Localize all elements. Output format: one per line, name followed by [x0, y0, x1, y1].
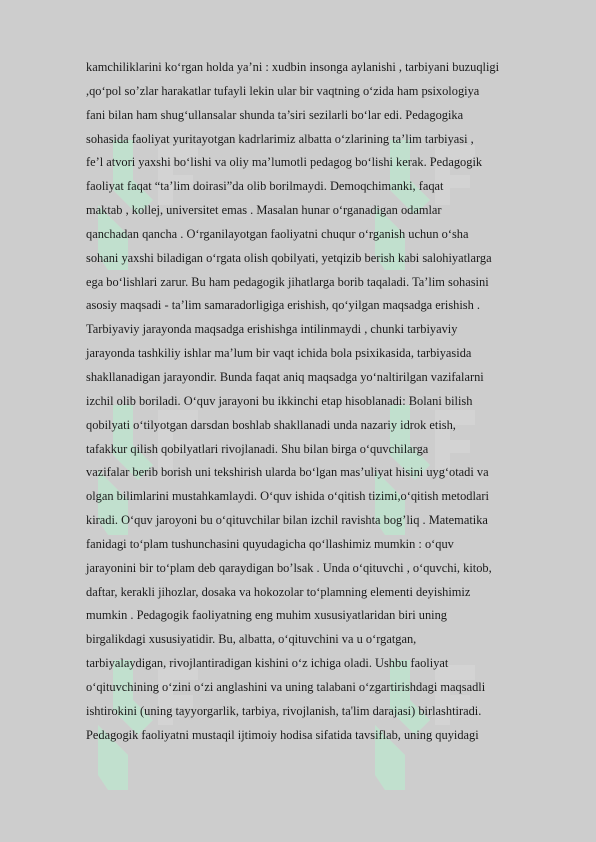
- text-line: maktab , kollej, universitet emas . Masalan hunar o‘rganadigan odamlar: [86, 203, 442, 218]
- text-line: qobilyati o‘tilyotgan darsdan boshlab shakllanadi unda nazariy idrok etish,: [86, 417, 456, 432]
- text-line: mumkin . Pedagogik faoliyatning eng muhim xususiyatlaridan biri uning: [86, 608, 448, 623]
- text-line: birgalikdagi xususiyatidir. Bu, albatta, o‘qituvchini va u o‘rgatgan,: [86, 632, 417, 647]
- text-line: jarayonda tashkiliy ishlar ma’lum bir vaqt ichida bola psixikasida, tarbiyasida: [86, 346, 472, 361]
- text-line: ,qo‘pol so’zlar harakatlar tufayli lekin ular bir vaqtning o‘zida ham psixologiya: [86, 83, 480, 98]
- text-line: ega bo‘lishlari zarur. Bu ham pedagogik jihatlarga borib taqaladi. Ta’lim sohasini: [86, 274, 489, 289]
- body-text: [86, 56, 566, 747]
- text-line: tafakkur qilish qobilyatlari rivojlanadi. Shu bilan birga o‘quvchilarga: [86, 441, 429, 456]
- text-line: kiradi. O‘quv jaroyoni bu o‘qituvchilar bilan izchil ravishta bog’liq . Matematika: [86, 513, 488, 528]
- text-line: fani bilan ham shug‘ullansalar shunda ta’siri sezilarli bo‘lar edi. Pedagogika: [86, 107, 464, 122]
- text-line: tarbiyalaydigan, rivojlantiradigan kishini o‘z ichiga oladi. Ushbu faoliyat: [86, 656, 449, 671]
- text-line: olgan bilimlarini mustahkamlaydi. O‘quv ishida o‘qitish tizimi,o‘qitish metodlari: [86, 489, 489, 504]
- text-line: fanidagi to‘plam tushunchasini quyudagicha qo‘llashimiz mumkin : o‘quv: [86, 536, 454, 551]
- text-line: kamchiliklarini ko‘rgan holda ya’ni : xudbin insonga aylanishi , tarbiyani buzuqligi: [86, 60, 500, 74]
- text-line: vazifalar berib borish uni tekshirish ularda bo‘lgan mas’uliyat hisini uyg‘otadi va: [86, 465, 489, 480]
- text-line: ishtirokini (uning tayyorgarlik, tarbiya, rivojlanish, ta'lim darajasi) birlashtiradi.: [86, 703, 482, 718]
- text-line: shakllanadigan jarayondir. Bunda faqat aniq maqsadga yo‘naltirilgan vazifalarni: [86, 369, 484, 384]
- text-line: izchil olib boriladi. O‘quv jarayoni bu ikkinchi etap hisoblanadi: Bolani bilish: [86, 393, 473, 408]
- text-line: daftar, kerakli jihozlar, dosaka va hokozolar to‘plamning elementi deyishimiz: [86, 584, 471, 599]
- text-line: asosiy maqsadi - ta’lim samaradorligiga erishish, qo‘yilgan maqsadga erishish .: [86, 298, 481, 313]
- text-line: faoliyat faqat “ta’lim doirasi”da olib borilmaydi. Demoqchimanki, faqat: [86, 179, 444, 194]
- text-line: jarayonini bir to‘plam deb qaraydigan bo’lsak . Unda o‘qituvchi , o‘quvchi, kitob,: [86, 560, 492, 575]
- text-line: o‘qituvchining o‘zini o‘zi anglashini va uning talabani o‘zgartirishdagi maqsadli: [86, 679, 486, 694]
- text-line: sohasida faoliyat yuritayotgan kadrlarimiz albatta o‘zlarining ta’lim tarbiyasi ,: [86, 131, 474, 146]
- text-line: qanchadan qancha . O‘rganilayotgan faoliyatni chuqur o‘rganish uchun o‘sha: [86, 226, 469, 241]
- text-line: fe’l atvori yaxshi bo‘lishi va oliy ma’lumotli pedagog bo‘lishi kerak. Pedagogik: [86, 155, 483, 170]
- text-line: sohani yaxshi biladigan o‘rgata olish qobilyati, yetqizib berish kabi salohiyatlarga: [86, 250, 492, 265]
- text-line: Pedagogik faoliyatni mustaqil ijtimoiy hodisa sifatida tavsiflab, uning quyidagi: [86, 727, 479, 742]
- text-line: Tarbiyaviy jarayonda maqsadga erishishga intilinmaydi , chunki tarbiyaviy: [86, 322, 458, 337]
